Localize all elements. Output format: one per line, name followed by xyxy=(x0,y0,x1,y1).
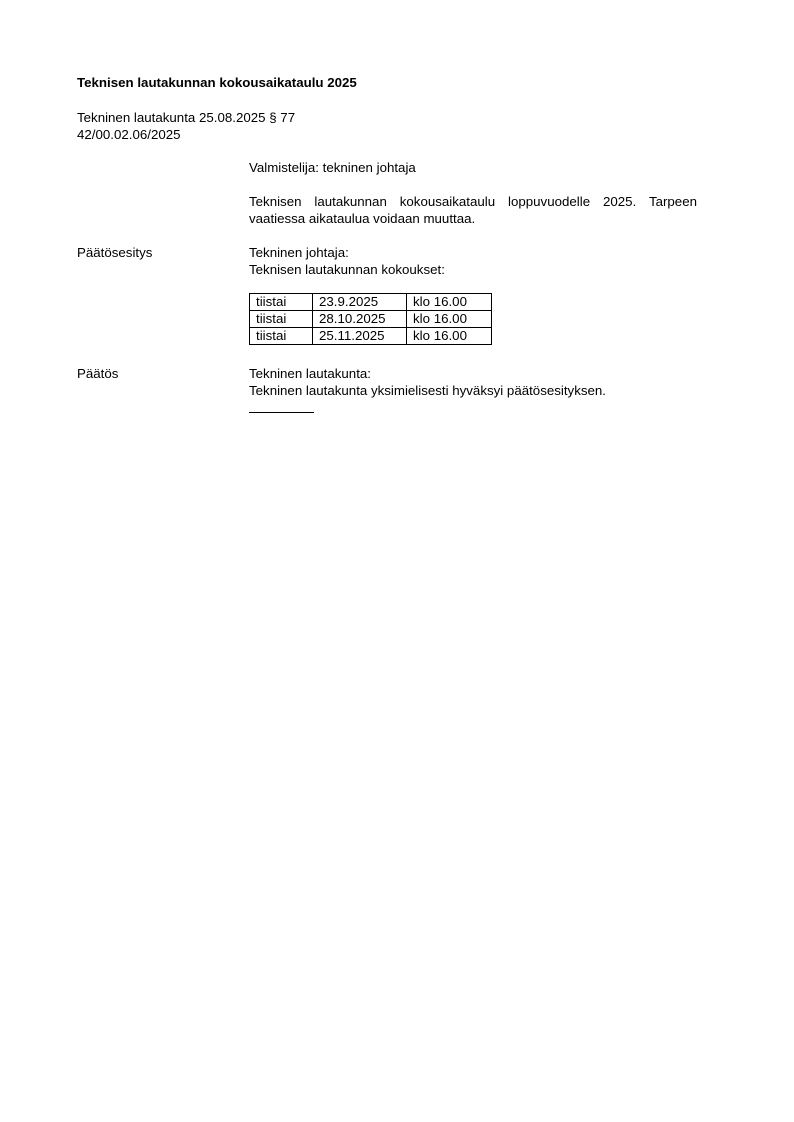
schedule-date: 23.9.2025 xyxy=(313,294,407,311)
schedule-day: tiistai xyxy=(250,311,313,328)
schedule-time: klo 16.00 xyxy=(407,311,492,328)
description-paragraph: Teknisen lautakunnan kokousaikataulu loppuvuodelle 2025. Tarpeen vaatiessa aikataulua voidaan muuttaa. xyxy=(249,194,697,226)
table-row xyxy=(250,328,492,345)
proposal-label: Päätösesitys xyxy=(77,245,153,260)
schedule-time: klo 16.00 xyxy=(407,328,492,345)
proposal-presenter: Tekninen johtaja: xyxy=(249,245,349,260)
preparer: Valmistelija: tekninen johtaja xyxy=(249,160,416,175)
meeting-schedule-table xyxy=(249,293,492,345)
schedule-date: 25.11.2025 xyxy=(313,328,407,345)
schedule-time: klo 16.00 xyxy=(407,294,492,311)
schedule-day: tiistai xyxy=(250,328,313,345)
schedule-day: tiistai xyxy=(250,294,313,311)
decision-label: Päätös xyxy=(77,366,119,381)
meeting-reference: Tekninen lautakunta 25.08.2025 § 77 xyxy=(77,110,296,125)
record-id: 42/00.02.06/2025 xyxy=(77,127,181,142)
schedule-date: 28.10.2025 xyxy=(313,311,407,328)
proposal-intro: Teknisen lautakunnan kokoukset: xyxy=(249,262,445,277)
document-title: Teknisen lautakunnan kokousaikataulu 2025 xyxy=(77,75,357,90)
decision-text: Tekninen lautakunta yksimielisesti hyväksyi päätösesityksen. xyxy=(249,383,606,398)
closing-rule xyxy=(249,412,314,413)
table-row xyxy=(250,311,492,328)
decision-body: Tekninen lautakunta: xyxy=(249,366,371,381)
table-row xyxy=(250,294,492,311)
